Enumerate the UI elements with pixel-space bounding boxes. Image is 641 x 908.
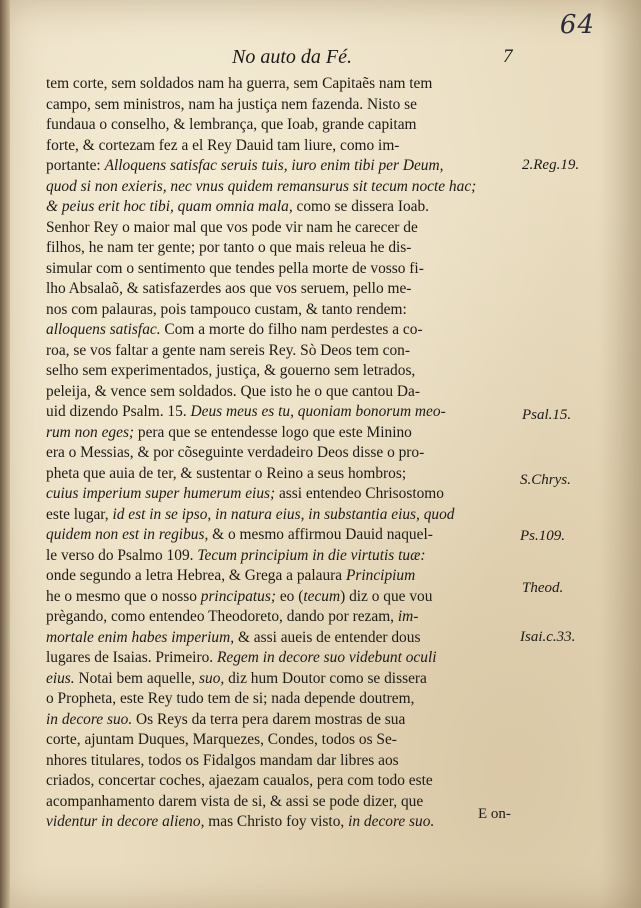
text-line <box>46 341 516 362</box>
margin-note-theod: Theod. <box>522 580 564 596</box>
running-head: No auto da Fé. <box>232 46 352 68</box>
text-segment: selho sem experimentados, justiça, & gouerno sem letrados, <box>46 362 416 379</box>
latin-quotation-segment: id est in se ipso, in natura eius, in substantia eius, quod <box>112 505 455 523</box>
text-segment: le verso do Psalmo 109. <box>46 546 198 564</box>
latin-quotation-segment: Principium <box>345 567 416 584</box>
text-segment: acompanhamento darem vista de si, & assi se pode dizer, que <box>46 792 424 810</box>
text-segment: roa, se vos faltar a gente nam sereis Rey. Sò Deos tem con- <box>46 341 410 359</box>
text-line <box>46 74 516 95</box>
text-line <box>46 751 516 772</box>
latin-quotation-segment: Tecum principium in die virtutis tuæ: <box>197 546 426 564</box>
text-segment: Notai bem aquelle, <box>74 669 200 687</box>
text-line <box>46 156 516 177</box>
latin-quotation-segment: Alloquens satisfac seruis tuis, iuro enim tibi per Deum, <box>104 157 444 174</box>
text-line <box>46 464 516 485</box>
text-line <box>46 771 516 792</box>
text-line <box>46 279 516 300</box>
text-line <box>46 238 516 259</box>
text-line <box>46 95 516 116</box>
margin-note-2-reg-19: 2.Reg.19. <box>522 157 580 173</box>
handwritten-folio-number: 64 <box>559 10 595 40</box>
latin-quotation-segment: suo, <box>199 669 225 687</box>
text-line <box>46 587 516 608</box>
latin-quotation-segment: im- <box>397 608 419 625</box>
text-line <box>46 484 516 505</box>
text-line <box>46 402 516 423</box>
text-line <box>46 628 516 649</box>
page-binding-edge <box>0 0 10 908</box>
text-line <box>46 607 516 628</box>
latin-quotation-segment: videntur in decore alieno, <box>46 813 205 830</box>
text-segment: pera que se entendesse logo que este Minino <box>134 423 412 441</box>
text-segment: Com a morte do filho nam perdestes a co- <box>160 321 423 338</box>
body-text <box>46 74 516 833</box>
catchword: E on- <box>478 806 511 822</box>
text-line <box>46 669 516 690</box>
text-segment: onde segundo a letra Hebrea, & Grega a palaura <box>46 567 346 584</box>
printed-page-number: 7 <box>503 46 513 67</box>
text-segment: simular com o sentimento que tendes pella morte de vosso fi- <box>46 259 424 277</box>
latin-quotation-segment: Deus meus es tu, quoniam bonorum meo- <box>190 403 446 420</box>
text-line <box>46 300 516 321</box>
text-line <box>46 730 516 751</box>
text-segment: nhores titulares, todos os Fidalgos mandam dar libres aos <box>46 751 399 769</box>
latin-quotation-segment: quod si non exieris, nec vnus quidem remansurus sit tecum nocte hac; <box>46 177 477 195</box>
latin-quotation-segment: Regem in decore suo videbunt oculi <box>216 649 437 666</box>
text-segment: pheta que auia de ter, & sustentar o Reino a seus hombros; <box>46 464 407 482</box>
text-segment: fundaua o conselho, & lembrança, que Ioab, grande capitam <box>46 116 417 133</box>
text-line <box>46 218 516 239</box>
text-line <box>46 361 516 382</box>
text-segment: eo ( <box>276 587 304 605</box>
latin-quotation-segment: & peius erit hoc tibi, quam omnia mala, <box>46 198 293 215</box>
text-line <box>46 546 516 567</box>
text-segment: & o mesmo affirmou Dauid naquel- <box>208 526 433 543</box>
text-segment: portante: <box>46 157 105 174</box>
latin-quotation-segment: eius. <box>46 669 75 687</box>
text-segment: & assi aueis de entender dous <box>234 628 421 646</box>
text-line <box>46 115 516 136</box>
text-segment: diz hum Doutor como se dissera <box>224 669 427 687</box>
page-edge-shading <box>600 0 641 908</box>
margin-note-s-chrys: S.Chrys. <box>520 472 571 488</box>
text-segment: assi entendeo Chrisostomo <box>275 485 444 502</box>
text-line <box>46 320 516 341</box>
text-line <box>46 566 516 587</box>
text-segment: campo, sem ministros, nam ha justiça nem fazenda. Nisto se <box>46 95 417 113</box>
latin-quotation-segment: quidem non est in regibus, <box>46 526 209 543</box>
text-segment: Senhor Rey o maior mal que vos pode vir nam he carecer de <box>46 218 418 236</box>
text-line <box>46 423 516 444</box>
text-line <box>46 177 516 198</box>
text-line <box>46 443 516 464</box>
text-line <box>46 710 516 731</box>
text-line <box>46 525 516 546</box>
latin-quotation-segment: in decore suo. <box>46 710 133 728</box>
text-segment: peleija, & vence sem soldados. Que isto he o que cantou Da- <box>46 382 420 400</box>
text-segment: forte, & cortezam fez a el Rey Dauid tam liure, como im- <box>46 136 400 154</box>
text-segment: lho Absalaõ, & satisfazerdes aos que vos seruem, pello me- <box>46 280 412 297</box>
text-line <box>46 812 516 833</box>
text-segment: criados, concertar coches, ajaezam caualos, pera com todo este <box>46 772 433 789</box>
text-segment: tem corte, sem soldados nam ha guerra, sem Capitaẽs nam tem <box>46 75 433 92</box>
latin-quotation-segment: tecum <box>303 587 341 605</box>
text-segment: uid dizendo Psalm. 15. <box>46 403 191 420</box>
text-line <box>46 689 516 710</box>
text-line <box>46 792 516 813</box>
text-line <box>46 382 516 403</box>
text-line <box>46 136 516 157</box>
text-segment: corte, ajuntam Duques, Marquezes, Condes, todos os Se- <box>46 731 397 748</box>
text-segment: lugares de Isaias. Primeiro. <box>46 649 217 666</box>
latin-quotation-segment: enim habes imperium, <box>97 628 235 646</box>
text-segment: como se dissera Ioab. <box>292 198 430 215</box>
latin-quotation-segment: rum non eges; <box>46 423 135 441</box>
text-line <box>46 505 516 526</box>
latin-quotation-segment: principatus; <box>200 587 276 605</box>
text-segment: Os Reys da terra pera darem mostras de sua <box>132 710 406 728</box>
text-segment: filhos, he nam ter gente; por tanto o que mais releua he dis- <box>46 239 412 256</box>
text-line <box>46 259 516 280</box>
text-segment: o Propheta, este Rey tudo tem de si; nada depende doutrem, <box>46 690 415 707</box>
text-segment: era o Messias, & por cõseguinte verdadeiro Deos disse o pro- <box>46 444 425 461</box>
margin-note-isai-c-33: Isai.c.33. <box>520 629 576 645</box>
text-segment: este lugar, <box>46 505 113 523</box>
latin-quotation-segment: alloquens satisfac. <box>46 321 161 338</box>
margin-note-ps-109: Ps.109. <box>520 528 565 544</box>
text-segment: ) diz o que vou <box>340 587 433 605</box>
latin-quotation-segment: cuius imperium super humerum eius; <box>46 485 276 502</box>
text-segment: he o mesmo que o nosso <box>46 587 201 605</box>
text-segment: mas Christo foy visto, <box>204 813 349 830</box>
text-line <box>46 197 516 218</box>
text-segment: prègando, como entendeo Theodoreto, dando por rezam, <box>46 608 398 625</box>
text-segment: nos com palauras, pois tampouco custam, & tanto rendem: <box>46 300 407 318</box>
latin-quotation-segment: mortale <box>46 628 98 646</box>
latin-quotation-segment: in decore suo. <box>348 813 435 830</box>
margin-note-psal-15: Psal.15. <box>522 407 572 423</box>
text-line <box>46 648 516 669</box>
